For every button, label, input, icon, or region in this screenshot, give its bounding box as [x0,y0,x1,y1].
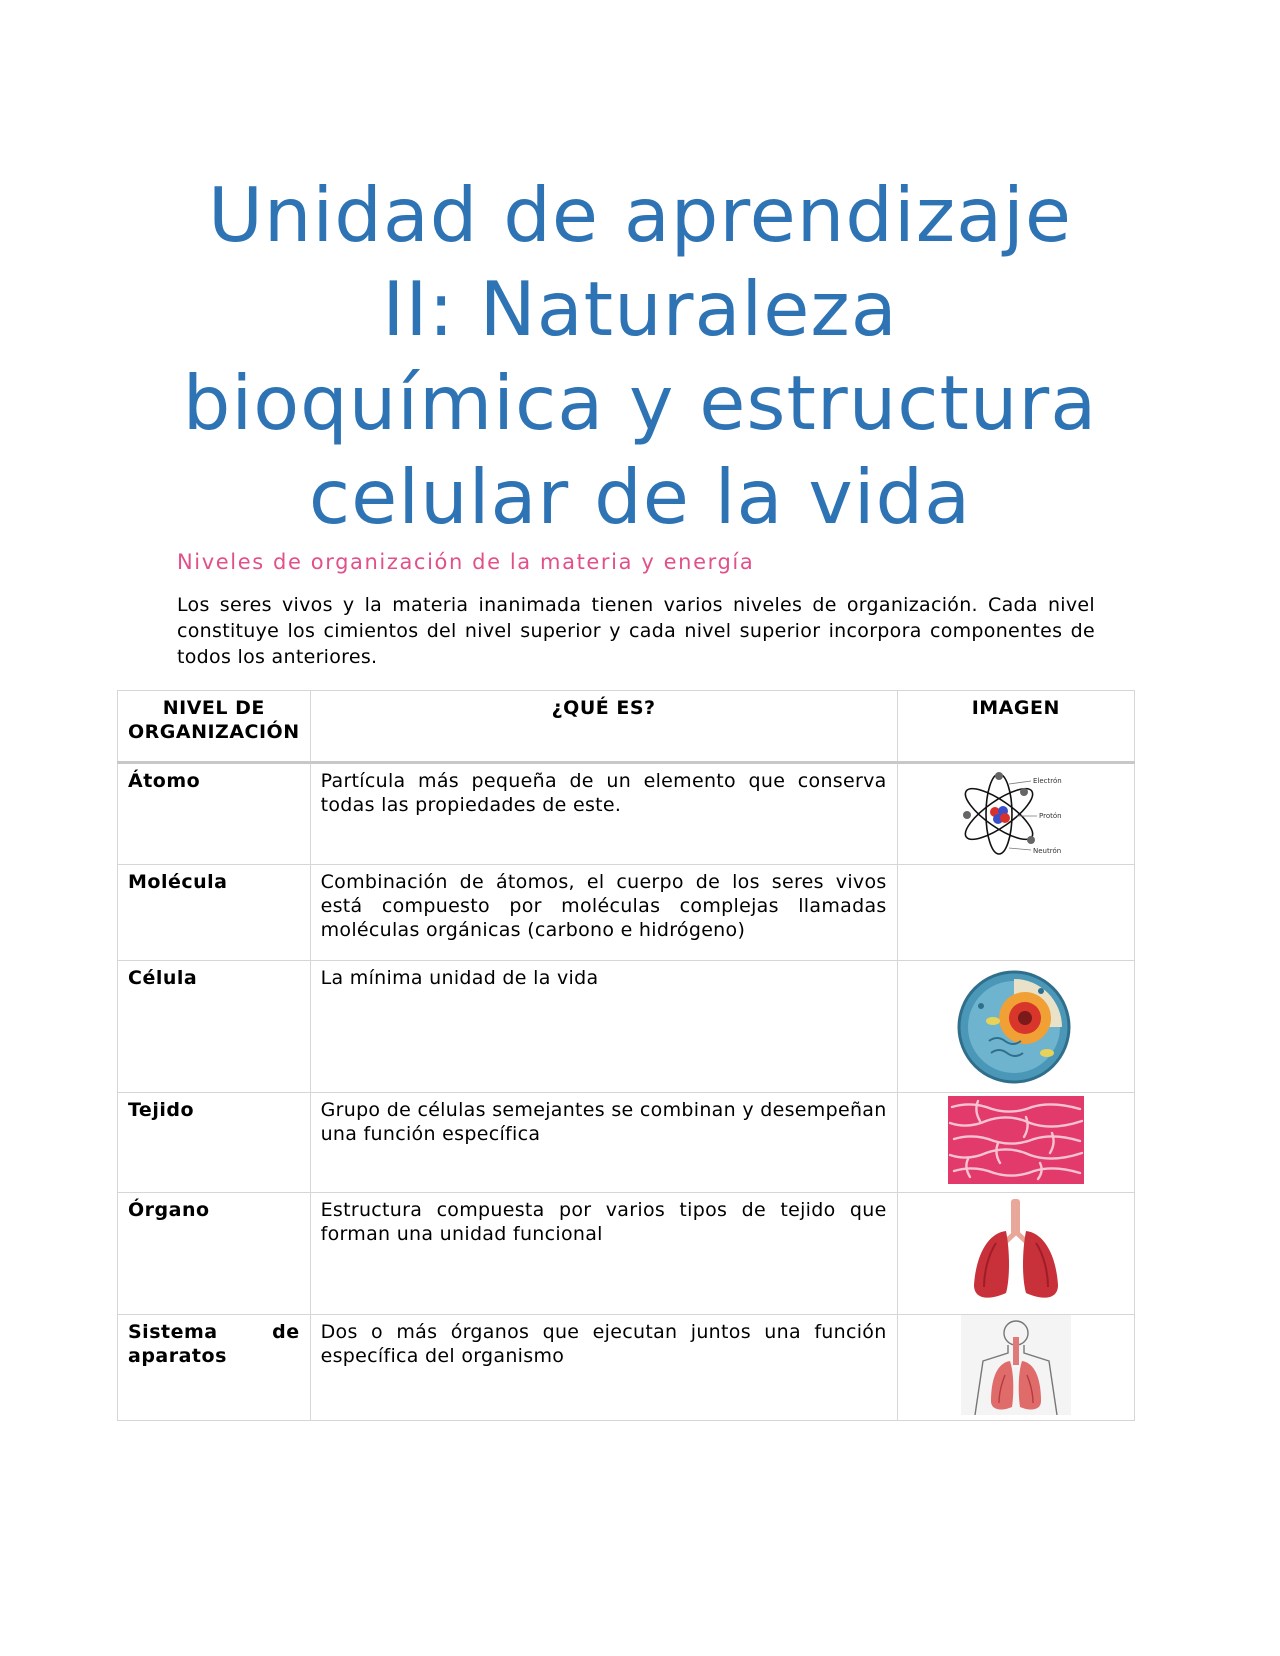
lungs-illustration [966,1193,1066,1309]
header-level: NIVEL DE ORGANIZACIÓN [118,691,311,763]
title-line: Unidad de aprendizaje [207,171,1073,259]
level-system-word-3: aparatos [128,1345,227,1367]
section-subtitle: Niveles de organización de la materia y energía [177,550,755,574]
level-tissue: Tejido [118,1093,311,1193]
level-molecule: Molécula [118,865,311,961]
desc-organ: Estructura compuesta por varios tipos de tejido que forman una unidad funcional [310,1193,897,1315]
table-row [118,865,1135,961]
table-row [118,961,1135,1093]
intro-paragraph: Los seres vivos y la materia inanimada tienen varios niveles de organización. Cada nivel constituye los cimientos del nivel superior y cada nivel superior incorpora componentes de todos los anteriores. [177,594,1095,668]
image-cell-cell [897,961,1134,1093]
image-cell-molecule [897,865,1134,961]
desc-atom: Partícula más pequeña de un elemento que conserva todas las propiedades de este. [310,763,897,865]
table-row [118,1093,1135,1193]
title-line: II: Naturaleza [382,265,898,353]
title-line: celular de la vida [308,453,972,541]
title-line: bioquímica y estructura [182,359,1098,447]
atom-diagram [951,764,1081,862]
table-row [118,1315,1135,1421]
level-system-word-2: de [272,1321,300,1343]
image-cell-atom [897,763,1134,865]
document-title [140,168,1140,544]
table-row [118,763,1135,865]
image-cell-system [897,1315,1134,1421]
table-row [118,1193,1135,1315]
cell-illustration [951,961,1081,1087]
desc-system: Dos o más órganos que ejecutan juntos una función específica del organismo [310,1315,897,1421]
level-cell: Célula [118,961,311,1093]
organization-levels-table [117,690,1135,1421]
desc-molecule: Combinación de átomos, el cuerpo de los seres vivos está compuesto por moléculas complejas llamadas moléculas orgánicas (carbono e hidrógeno) [310,865,897,961]
respiratory-system-illustration [961,1315,1071,1415]
level-atom: Átomo [118,763,311,865]
proton-label: Protón [1038,812,1062,820]
level-system [118,1315,311,1421]
level-system-word-1: Sistema [128,1321,218,1343]
desc-cell: La mínima unidad de la vida [310,961,897,1093]
header-what-is: ¿QUÉ ES? [310,691,897,763]
image-cell-tissue [897,1093,1134,1193]
desc-tissue: Grupo de células semejantes se combinan y desempeñan una función específica [310,1093,897,1193]
image-cell-organ [897,1193,1134,1315]
table-header-row [118,691,1135,763]
neutron-label: Neutrón [1032,847,1061,855]
level-organ: Órgano [118,1193,311,1315]
electron-label: Electrón [1032,777,1062,785]
header-image: IMAGEN [897,691,1134,763]
tissue-micrograph [948,1093,1084,1185]
electron-icon [995,772,1003,780]
